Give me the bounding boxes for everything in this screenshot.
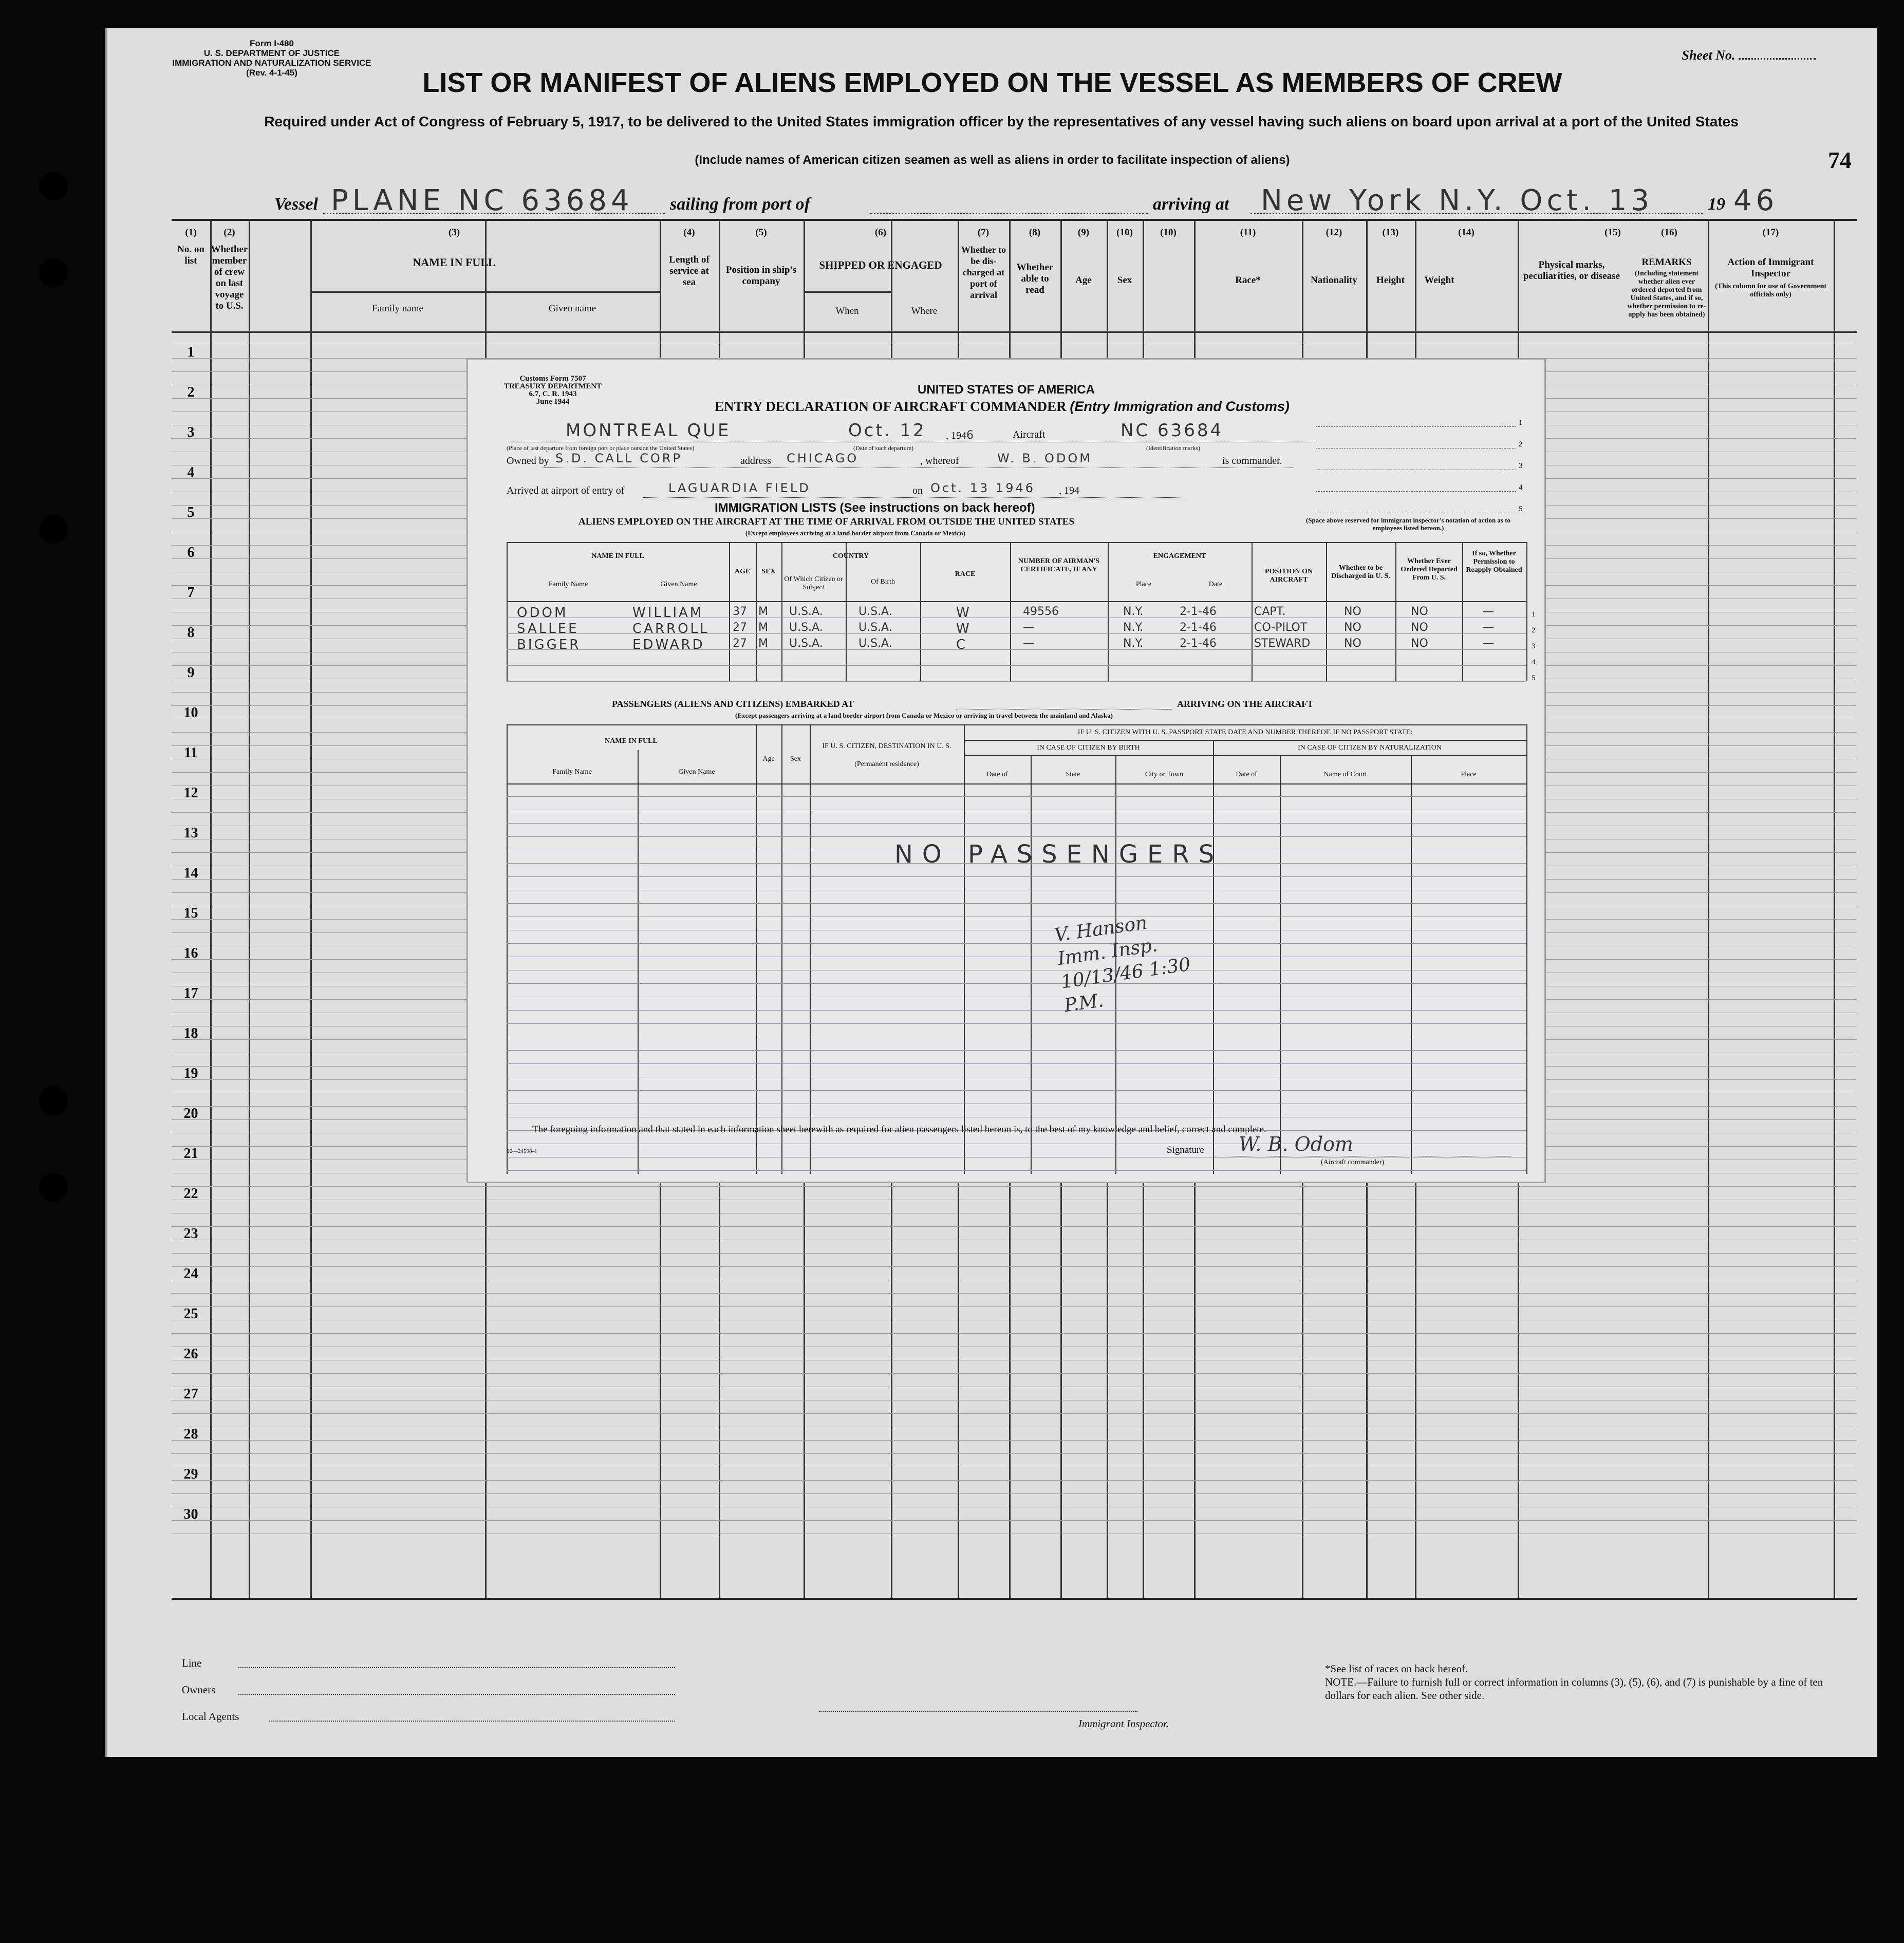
aircraft-value: NC 63684 [1121,420,1224,441]
crew-race-cell: C [956,637,968,652]
crew-row-rule [507,665,1526,666]
crew-age-header: AGE [734,568,751,575]
col-2-num: (2) [223,227,235,238]
id-caption: (Identification marks) [1146,444,1200,452]
aliens-title: ALIENS EMPLOYED ON THE AIRCRAFT AT THE TIME OF ARRIVAL FROM OUTSIDE THE UNITED STATES [578,516,1075,527]
passengers-arriving: ARRIVING ON THE AIRCRAFT [1177,699,1314,709]
row-number: 5 [187,505,195,520]
pass-dateof2-header: Date of [1236,771,1257,778]
crew-position-cell: CO-PILOT [1254,621,1308,634]
crew-race-cell: W [956,621,972,637]
customs-date: June 1944 [536,398,570,406]
manifest-sheet [105,28,1877,1757]
crew-permission-cell: — [1483,621,1494,634]
crew-cert-cell: — [1023,621,1034,634]
row-rule [172,1226,1857,1227]
row-number: 16 [183,945,198,961]
crew-row-rule [507,681,1526,682]
on-year: , 194 [1059,485,1079,496]
crew-family-cell: BIGGER [517,637,581,652]
service: IMMIGRATION AND NATURALIZATION SERVICE [172,58,371,68]
row-rule [172,1440,1857,1441]
crew-cert-cell: 49556 [1023,605,1059,618]
departure-year-digit: 6 [966,429,974,442]
col-6-when-header: When [835,306,859,316]
row-number: 7 [187,585,195,601]
col-3-given-header: Given name [548,303,596,314]
crew-place-cell: N.Y. [1123,605,1144,618]
crew-discharged-cell: NO [1344,621,1361,634]
row-number: 9 [187,665,195,681]
col-8-num: (8) [1029,227,1041,238]
col-11-num: (11) [1240,227,1256,238]
col-11-header: Race* [1235,275,1261,286]
col-4-num: (4) [683,227,695,238]
crew-family-cell: SALLEE [517,621,579,637]
immigrant-inspector-label: Immigrant Inspector. [1078,1717,1169,1730]
row-rule [172,1293,1857,1294]
crew-deported-cell: NO [1411,637,1428,650]
crew-given-cell: WILLIAM [632,605,704,621]
row-rule [172,1480,1857,1481]
col-7-header: Whether to be dis-charged at port of arrival [961,245,1006,300]
row-rule [172,1413,1857,1414]
pass-age-header: Age [762,755,775,763]
commander-label: is commander. [1222,455,1282,466]
line-label: Line [182,1657,202,1669]
row-number: 11 [184,745,198,761]
crew-discharged-header: Whether to be Discharged in U. S. [1331,564,1390,580]
aircraft-label: Aircraft [1013,429,1046,440]
col-6-header: SHIPPED OR ENGAGED [819,259,942,271]
reserved-line-2: 2 [1519,440,1523,449]
immigration-title-text: IMMIGRATION LISTS [715,501,836,515]
col-3-header: NAME IN FULL [413,256,496,269]
binder-hole [39,1173,68,1202]
sailing-label: sailing from port of [670,195,810,214]
owners-label: Owners [182,1684,216,1696]
crew-age-cell: 27 [733,637,747,650]
crew-age-cell: 37 [733,605,747,618]
crew-citizen-cell: U.S.A. [789,605,823,618]
departure-caption: (Place of last departure from foreign port or place outside the United States) [507,444,695,452]
departure-date-value: Oct. 12 [848,420,926,441]
row-rule [172,1306,1857,1307]
row-number: 29 [183,1466,198,1482]
row-number: 21 [183,1146,198,1162]
signature-label: Signature [1167,1145,1204,1155]
col-15-header: Physical marks, peculiarities, or disease [1523,259,1620,282]
row-number: 23 [183,1226,198,1242]
crew-discharged-cell: NO [1344,637,1361,650]
customs-country: UNITED STATES OF AMERICA [918,383,1095,397]
year-value: 46 [1733,184,1779,217]
sheet-number-field [1739,58,1816,60]
row-number: 13 [183,825,198,841]
revision: (Rev. 4-1-45) [246,68,297,78]
col-14-num: (14) [1458,227,1474,238]
customs-form-number: Customs Form 7507 [519,375,586,383]
vessel-line [274,182,1816,218]
no-passengers-note: NO PASSENGERS [894,840,1224,869]
pass-nat-header: IN CASE OF CITIZEN BY NATURALIZATION [1298,744,1442,752]
on-label: on [912,485,923,496]
row-number: 1 [187,344,195,360]
passenger-row-rule [507,1010,1526,1011]
passenger-row-rule [507,1050,1526,1051]
crew-citizen-cell: U.S.A. [789,621,823,634]
page-title: LIST OR MANIFEST OF ALIENS EMPLOYED ON THE VESSEL AS MEMBERS OF CREW [422,67,1562,98]
crew-place-cell: N.Y. [1123,621,1144,634]
col-12-num: (12) [1326,227,1342,238]
row-number: 18 [183,1025,198,1041]
penalty-note: NOTE.—Failure to furnish full or correct information in columns (3), (5), (6), and (7) is punishable by a fine of ten dollars for each alien. See other side. [1325,1676,1823,1702]
col-13-header: Height [1376,275,1405,286]
inspector-stamp: V. Hanson Imm. Insp. 10/13/46 1:30 P.M. [1053,912,1192,1017]
customs-title-text: ENTRY DECLARATION OF AIRCRAFT COMMANDER [715,399,1067,414]
passenger-row-rule [507,1063,1526,1064]
passengers-title: PASSENGERS (ALIENS AND CITIZENS) EMBARKED AT [612,699,854,709]
col-3-family-header: Family name [372,303,423,314]
year-prefix: 19 [1708,195,1725,214]
crew-date-cell: 2-1-46 [1180,621,1217,634]
col-9-header: Age [1075,275,1092,286]
passenger-row-rule [507,943,1526,944]
on-value: Oct. 13 1946 [930,481,1035,495]
passenger-row-rule [507,836,1526,837]
row-number: 14 [183,865,198,881]
row-rule [172,1373,1857,1374]
crew-given-cell: EDWARD [632,637,705,652]
crew-family-cell: ODOM [517,605,568,621]
passenger-row-rule [507,796,1526,797]
certify-text: The foregoing information and that stated in each information sheet herewith as required for alien passengers listed hereon is, to the best of my knowledge and belief, correct and complete. [532,1124,1266,1135]
crew-sex-cell: M [758,637,768,650]
row-number: 17 [183,985,198,1001]
reserved-line-4: 4 [1519,483,1523,492]
immigration-title [715,501,1035,515]
col-16-num: (16) [1661,227,1677,238]
address-label: address [740,455,771,466]
passenger-row-rule [507,876,1526,877]
col-10-header: Sex [1117,275,1132,286]
row-number: 3 [187,424,195,440]
row-rule [172,1266,1857,1267]
row-rule [172,1520,1857,1521]
reserved-note: (Space above reserved for immigrant inspector's notation of action as to employees listed hereon.) [1305,516,1511,532]
customs-title [715,399,1290,415]
col-10-num-dup: (10) [1160,227,1177,238]
row-rule [172,1253,1857,1254]
crew-race-header: RACE [955,570,976,578]
crew-given-header: Given Name [660,581,697,588]
arrived-label: Arrived at airport of entry of [507,485,625,496]
crew-place-header: Place [1135,581,1152,588]
crew-line-5: 5 [1532,674,1536,682]
reserved-line-1: 1 [1519,419,1523,427]
crew-engagement-header: ENGAGEMENT [1153,552,1206,560]
col-16-note: (Including statement whether alien ever ordered deported from United States, and if so, whether permission to re-apply has been obtained) [1627,270,1706,319]
row-rule [172,1493,1857,1494]
row-rule [172,1333,1857,1334]
passenger-row-rule [507,983,1526,984]
col-15-num: (15) [1604,227,1621,238]
crew-permission-cell: — [1483,637,1494,650]
crew-deported-header: Whether Ever Ordered Deported From U. S. [1401,557,1458,582]
pass-family-header: Family Name [552,768,592,776]
crew-date-header: Date [1208,581,1223,588]
date-caption: (Date of such departure) [853,444,913,452]
crew-line-1: 1 [1532,610,1536,619]
sheet-number [1682,48,1816,63]
aliens-sub: (Except employees arriving at a land border airport from Canada or Mexico) [745,529,965,537]
pass-dest-header: IF U. S. CITIZEN, DESTINATION IN U. S. [822,742,951,750]
pass-state-header: State [1066,771,1080,778]
departure-place-value: MONTREAL QUE [566,420,731,441]
arriving-label: arriving at [1153,195,1229,214]
customs-dept: TREASURY DEPARTMENT [503,382,602,390]
row-rule [172,1186,1857,1187]
sailing-underline [870,213,1148,214]
passenger-row-rule [507,1090,1526,1091]
binder-hole [39,1087,68,1115]
vessel-label: Vessel [274,195,318,214]
form-id: Form I-480 [250,39,294,48]
crew-permission-cell: — [1483,605,1494,618]
customs-title-sub: (Entry Immigration and Customs) [1070,399,1290,414]
row-number: 22 [183,1186,198,1202]
col-17-num: (17) [1762,227,1779,238]
immigration-title-sub: (See instructions on back hereof) [839,501,1035,515]
row-number: 26 [183,1346,198,1362]
passenger-row-rule [507,1023,1526,1024]
passenger-row-rule [507,903,1526,904]
crew-permission-header: If so, Whether Permission to Reapply Obtained [1466,550,1522,574]
row-number: 30 [183,1506,198,1522]
pass-place-header: Place [1461,771,1477,778]
col-5-header: Position in ship's company [725,265,797,287]
col-3-num: (3) [448,227,460,238]
crew-date-cell: 2-1-46 [1180,605,1217,618]
crew-place-cell: N.Y. [1123,637,1144,650]
row-number: 8 [187,625,195,641]
crew-deported-cell: NO [1411,605,1428,618]
page-subtitle: Required under Act of Congress of February 5, 1917, to be delivered to the United States immigration officer by the representatives of any vessel having such aliens on board upon arrival at a port of the United States [264,114,1739,129]
col-6-where-header: Where [911,306,938,316]
crew-age-cell: 27 [733,621,747,634]
crew-line-3: 3 [1532,642,1536,650]
pass-passport-header: IF U. S. CITIZEN WITH U. S. PASSPORT STATE DATE AND NUMBER THEREOF. IF NO PASSPORT STATE: [1077,728,1413,736]
passenger-row-rule [507,1170,1526,1171]
departure-year [946,429,974,442]
footer-note [1325,1662,1828,1702]
binder-hole [39,258,68,287]
pass-court-header: Name of Court [1323,771,1367,778]
crew-date-cell: 2-1-46 [1180,637,1217,650]
row-number: 27 [183,1386,198,1402]
owned-by-value: S.D. CALL CORP [555,451,682,465]
col-9-num: (9) [1077,227,1090,238]
races-note: *See list of races on back hereof. [1325,1662,1468,1675]
departure-year-prefix: , 194 [946,430,966,441]
customs-form-7507 [467,359,1545,1183]
binder-hole [39,515,68,544]
pass-city-header: City or Town [1145,771,1184,778]
customs-cr: 6.7, C. R. 1943 [529,390,577,398]
row-number: 15 [183,905,198,921]
department: U. S. DEPARTMENT OF JUSTICE [203,48,340,58]
local-agents-label: Local Agents [182,1710,239,1723]
crew-discharged-cell: NO [1344,605,1361,618]
whereof-label: , whereof [920,455,959,466]
crew-line-4: 4 [1532,658,1536,666]
row-number: 2 [187,384,195,400]
printer-code: 16—24598-4 [507,1148,537,1154]
crew-row-rule [507,649,1526,650]
row-number: 4 [187,464,195,480]
crew-line-2: 2 [1532,626,1536,634]
crew-position-cell: STEWARD [1254,637,1311,650]
page-number: 74 [1828,147,1852,173]
address-value: CHICAGO [787,451,859,465]
crew-row-rule [507,633,1526,634]
crew-name-header: NAME IN FULL [591,552,644,560]
crew-birth-header: Of Birth [870,578,895,586]
crew-sex-cell: M [758,605,768,618]
pass-dateof-header: Date of [986,771,1008,778]
col-2-header: Whether member of crew on last voyage to U.S. [211,244,248,311]
signature-value: W. B. Odom [1239,1133,1354,1155]
arriving-value: New York N.Y. Oct. 13 [1261,184,1654,217]
signature-caption: (Aircraft commander) [1321,1159,1385,1166]
crew-cert-header: NUMBER OF AIRMAN'S CERTIFICATE, IF ANY [1018,557,1100,573]
row-number: 6 [187,545,195,561]
row-number: 28 [183,1426,198,1442]
crew-birth-cell: U.S.A. [858,637,892,650]
col-1-num: (1) [185,227,197,238]
commander-value: W. B. ODOM [997,451,1092,465]
page-subtitle-note: (Include names of American citizen seamen as well as aliens in order to facilitate inspection of aliens) [695,153,1290,167]
crew-sex-header: SEX [761,568,776,575]
col-17-header: Action of Immigrant Inspector [1727,257,1814,279]
reserved-line-5: 5 [1519,505,1523,513]
pass-birth-header: IN CASE OF CITIZEN BY BIRTH [1037,744,1140,752]
col-1-header: No. on list [177,244,204,266]
row-number: 10 [183,705,198,721]
reserved-line-3: 3 [1519,462,1523,470]
col-4-header: Length of service at sea [669,254,710,288]
row-rule [172,1453,1857,1454]
row-number: 25 [183,1306,198,1322]
col-14-header: Weight [1424,275,1454,286]
crew-citizen-cell: U.S.A. [789,637,823,650]
row-number: 19 [183,1066,198,1081]
col-12-header: Nationality [1311,275,1357,286]
crew-birth-cell: U.S.A. [858,621,892,634]
crew-deported-cell: NO [1411,621,1428,634]
col-17-note: (This column for use of Government officials only) [1714,283,1827,298]
col-16-header: REMARKS [1641,257,1692,268]
row-number: 24 [183,1266,198,1282]
vessel-value: PLANE NC 63684 [331,184,633,217]
col-5-num: (5) [755,227,767,238]
pass-given-header: Given Name [678,768,715,776]
crew-position-header: POSITION ON AIRCRAFT [1265,568,1313,584]
col-7-num: (7) [977,227,990,238]
crew-race-cell: W [956,605,972,621]
pass-dest-sub: (Permanent residence) [854,760,919,768]
pass-name-header: NAME IN FULL [605,737,658,745]
owned-by-label: Owned by [507,455,549,466]
binder-hole [39,172,68,200]
passengers-sub: (Except passengers arriving at a land border airport from Canada or Mexico or arriving in travel between the mainland and Alaska) [735,712,1113,719]
col-10-num: (10) [1116,227,1133,238]
col-8-header: Whether able to read [1016,262,1054,295]
crew-position-cell: CAPT. [1254,605,1286,618]
row-number: 20 [183,1106,198,1122]
sheet-number-label: Sheet No. [1682,48,1735,63]
col-6-num: (6) [874,227,887,238]
row-number: 12 [183,785,198,801]
pass-sex-header: Sex [790,755,801,763]
crew-citizen-header: Of Which Citizen or Subject [784,575,843,591]
arrived-value: LAGUARDIA FIELD [668,481,811,495]
crew-birth-cell: U.S.A. [858,605,892,618]
crew-sex-cell: M [758,621,768,634]
crew-given-cell: CARROLL [632,621,710,637]
crew-country-header: COUNTRY [832,552,869,560]
crew-cert-cell: — [1023,637,1034,650]
col-13-num: (13) [1382,227,1399,238]
passenger-row-rule [507,823,1526,824]
crew-family-header: Family Name [548,581,588,588]
